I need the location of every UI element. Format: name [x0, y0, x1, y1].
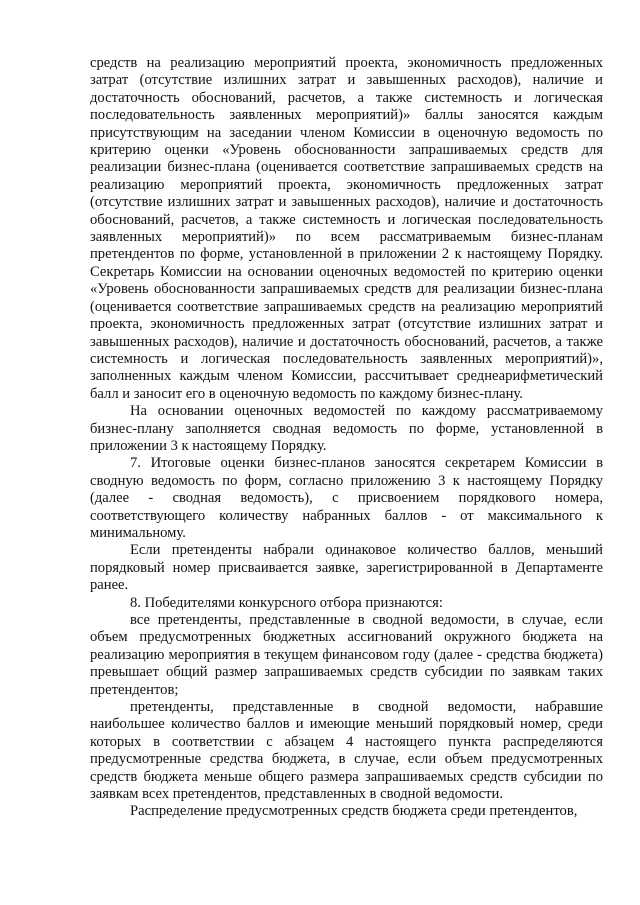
paragraph-all-applicants: все претенденты, представленные в сводной ведомости, в случае, если объем предусмотренных бюджетных ассигнований окружного бюджета на реализацию мероприятия в текущем финансовом году (далее - средства бюджета) превышает общий размер запрашиваемых средств субсидии по заявкам таких претендентов; [90, 612, 603, 698]
paragraph-evaluation-procedure: средств на реализацию мероприятий проекта, экономичность предложенных затрат (отсутствие излишних затрат и завышенных расходов), наличие и достаточность обоснований, расчетов, а также системность и логическая последовательность заявленных мероприятий)» баллы заносятся каждым присутствующим на заседании членом Комиссии в оценочную ведомость по критерию оценки «Уровень обоснованности запрашиваемых средств для реализации бизнес-плана (оценивается соответствие запрашиваемых средств на реализацию мероприятий проекта, экономичность предложенных затрат (отсутствие излишних затрат и завышенных расходов), наличие и достаточность обоснований, расчетов, а также системность и логическая последовательность заявленных мероприятий)» по всем рассматриваемым бизнес-планам претендентов по форме, установленной в приложении 2 к настоящему Порядку. Секретарь Комиссии на основании оценочных ведомостей по критерию оценки «Уровень обоснованности запрашиваемых средств для реализации бизнес-плана (оценивается соответствие запрашиваемых средств на реализацию мероприятий проекта, экономичность предложенных затрат (отсутствие излишних затрат и завышенных расходов), наличие и достаточность обоснований, расчетов, а также системность и логическая последовательность заявленных мероприятий)», заполненных каждым членом Комиссии, рассчитывает среднеарифметический балл и заносит его в оценочную ведомость по каждому бизнес-плану. [90, 55, 603, 402]
paragraph-summary-sheet: На основании оценочных ведомостей по каждому рассматриваемому бизнес-плану заполняется сводная ведомость по форме, установленной в приложении 3 к настоящему Порядку. [90, 403, 603, 454]
paragraph-top-applicants: претенденты, представленные в сводной ведомости, набравшие наибольшее количество баллов и имеющие меньший порядковый номер, среди которых в соответствии с абзацем 4 настоящего пункта распределяются предусмотренные средства бюджета, в случае, если объем предусмотренных средств бюджета меньше общего размера запрашиваемых средств субсидии по заявкам всех претендентов, представленных в сводной ведомости. [90, 699, 603, 803]
paragraph-distribution: Распределение предусмотренных средств бюджета среди претендентов, [130, 803, 578, 820]
paragraph-equal-scores: Если претенденты набрали одинаковое количество баллов, меньший порядковый номер присваивается заявке, зарегистрированной в Департаменте ранее. [90, 542, 603, 594]
paragraph-item-7: 7. Итоговые оценки бизнес-планов заносятся секретарем Комиссии в сводную ведомость по форм, согласно приложению 3 к настоящему Порядку (далее - сводная ведомость), с присвоением порядкового номера, соответствующего количеству набранных баллов - от максимального к минимальному. [90, 455, 603, 541]
document-page [90, 55, 603, 821]
paragraph-item-8: 8. Победителями конкурсного отбора признаются: [130, 594, 443, 611]
